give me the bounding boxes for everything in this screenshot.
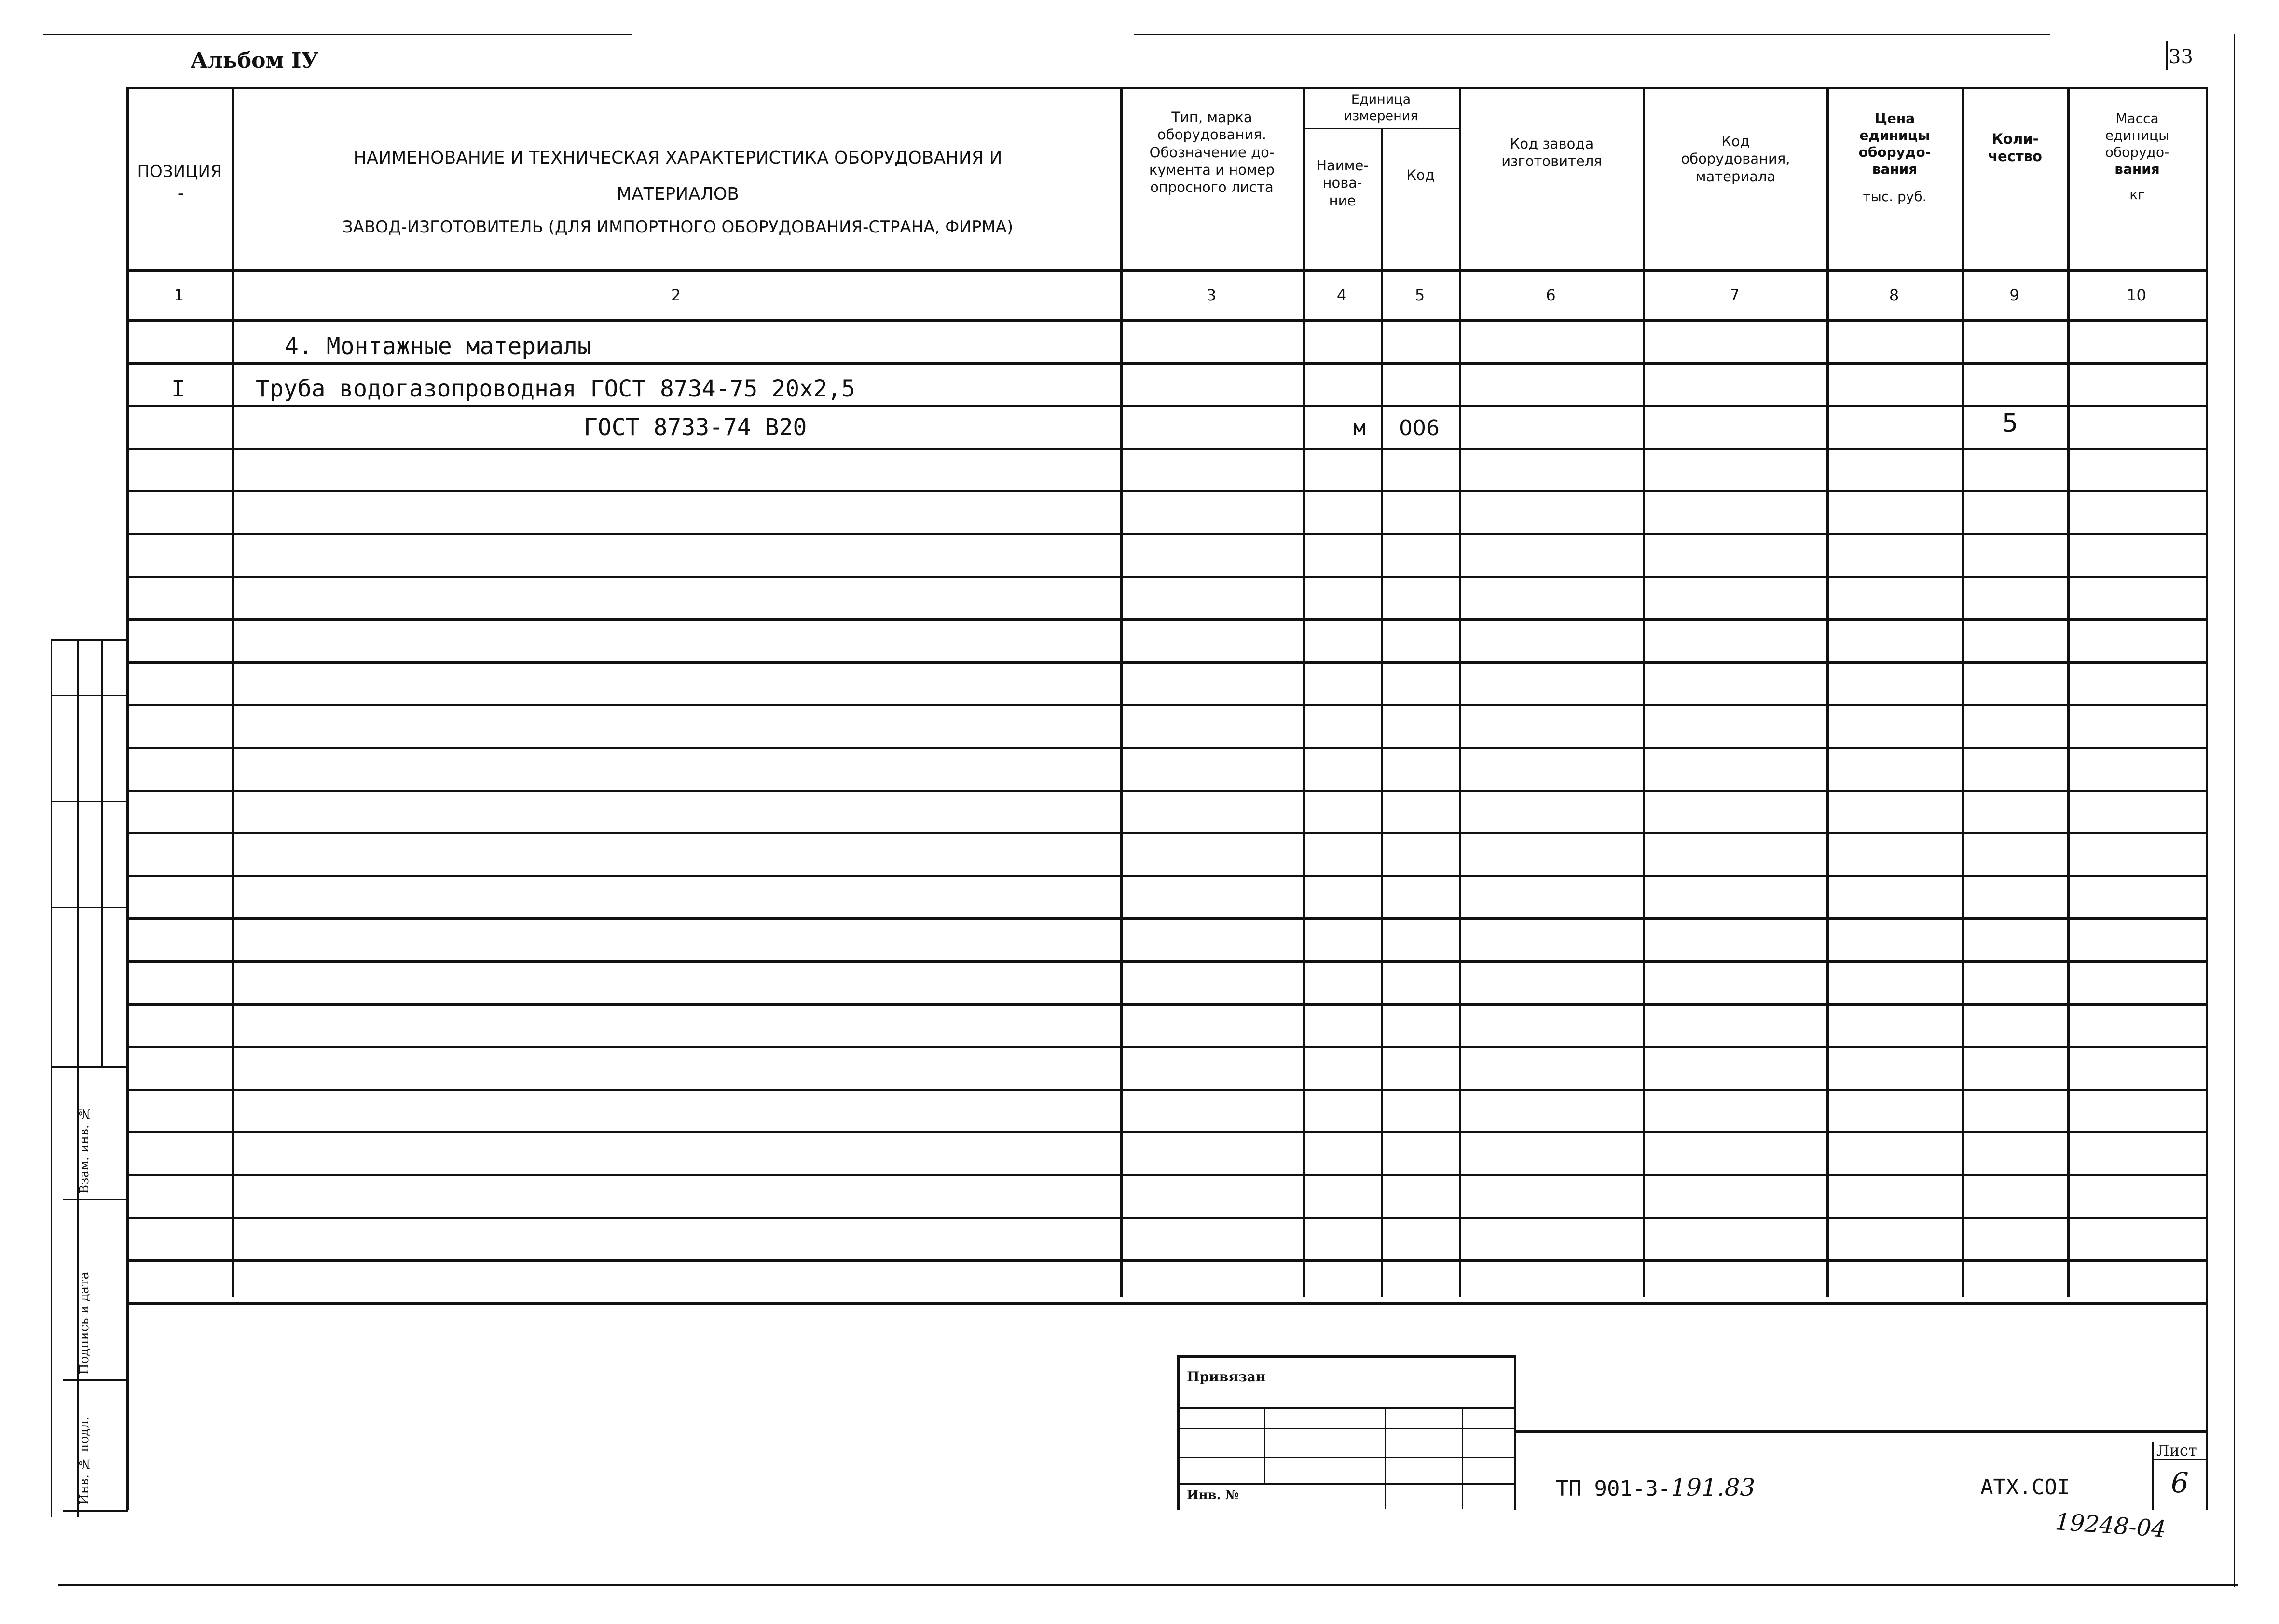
row-rule-14: [126, 917, 2206, 920]
row-rule-21: [126, 1217, 2206, 1219]
bottom-rule: [58, 1584, 2238, 1586]
header-name-line1: НАИМЕНОВАНИЕ И ТЕХНИЧЕСКАЯ ХАРАКТЕРИСТИКА ОБОРУДОВАНИЯ И: [353, 148, 1002, 168]
row-rule-9: [126, 704, 2206, 706]
side-label-sign: Подпись и дата: [77, 1272, 92, 1375]
colnum-9: 9: [2009, 286, 2019, 304]
row-2-name: Труба водогазопроводная ГОСТ 8734-75 20х2,5: [256, 375, 855, 402]
row-1-name: 4. Монтажные материалы: [285, 333, 591, 360]
header-mass: Масса единицы оборудо- вания кг: [2105, 110, 2169, 203]
header-price: Цена единицы оборудо- вания тыс. руб.: [1858, 110, 1931, 205]
colnum-2: 2: [671, 286, 681, 304]
col-sep-8: [1962, 87, 1964, 1297]
colnum-3: 3: [1206, 286, 1217, 304]
row-3-quantity: 5: [2002, 409, 2018, 438]
row-rule-3: [126, 448, 2206, 450]
header-type: Тип, марка оборудования. Обозначение до- кумента и номер опросного листа: [1149, 109, 1275, 195]
row-rule-12: [126, 832, 2206, 834]
header-unit-code: Код: [1406, 167, 1435, 183]
row-3-unit: м: [1353, 416, 1366, 439]
right-rule: [2234, 34, 2235, 1587]
side-stamp-div-6: [63, 1379, 128, 1381]
col-sep-1: [232, 87, 234, 1297]
top-rule-right: [1134, 34, 2050, 35]
titleblock-sheet-left: [2152, 1442, 2154, 1510]
sheet-number: 6: [2171, 1466, 2189, 1499]
col-sep-6: [1643, 87, 1645, 1297]
row-rule-13: [126, 875, 2206, 877]
row-rule-10: [126, 747, 2206, 749]
colnum-6: 6: [1546, 286, 1556, 304]
sheet-code: АТХ.СОI: [1980, 1475, 2070, 1500]
table-right-border: [2206, 87, 2208, 1510]
stamp-attached-row-1: [1177, 1407, 1515, 1409]
archive-number: 19248-04: [2054, 1508, 2167, 1543]
row-rule-2: [126, 405, 2206, 407]
doc-code: ТП 901-3-191.83: [1556, 1474, 1756, 1501]
row-rule-4: [126, 490, 2206, 492]
colnum-bottom-border: [126, 319, 2206, 322]
col-sep-2: [1120, 87, 1123, 1297]
side-stamp-bottom: [63, 1510, 128, 1512]
row-3-code: 006: [1399, 416, 1440, 440]
header-quantity: Коли- чество: [1988, 131, 2042, 165]
stamp-inv-label: Инв. №: [1187, 1488, 1239, 1502]
stamp-attached-label: Привязан: [1187, 1369, 1266, 1385]
row-rule-7: [126, 618, 2206, 621]
side-stamp-div-4: [51, 1066, 128, 1068]
side-label-replace: Взам. инв. №: [77, 1106, 92, 1194]
header-position: ПОЗИЦИЯ: [137, 162, 222, 181]
titleblock-top: [1515, 1430, 2206, 1433]
header-unit-name: Наиме- нова- ние: [1316, 157, 1369, 209]
row-rule-8: [126, 661, 2206, 664]
col-sep-9: [2067, 87, 2070, 1297]
colnum-1: 1: [174, 286, 184, 304]
stamp-attached-right: [1514, 1355, 1516, 1510]
stamp-attached-col-1: [1264, 1407, 1265, 1485]
row-rule-18: [126, 1089, 2206, 1091]
sheet-label: Лист: [2156, 1441, 2197, 1460]
col-sep-7: [1826, 87, 1829, 1297]
stamp-attached-col-3: [1462, 1407, 1463, 1509]
stamp-attached-left: [1177, 1355, 1180, 1510]
top-rule: [43, 34, 632, 35]
side-stamp-div-2: [51, 801, 128, 802]
header-bottom-border: [126, 269, 2206, 272]
row-rule-16: [126, 1003, 2206, 1006]
row-rule-20: [126, 1174, 2206, 1176]
side-stamp-inner2: [101, 639, 103, 1068]
stamp-attached-col-2: [1385, 1407, 1386, 1509]
stamp-attached-row-3: [1177, 1457, 1515, 1458]
col-sep-3: [1303, 87, 1305, 1297]
side-label-inv: Инв. № подл.: [77, 1416, 92, 1505]
side-stamp-outer: [51, 639, 52, 1517]
page-number: 33: [2169, 46, 2193, 68]
row-rule-23: [126, 1302, 2206, 1305]
colnum-4: 4: [1336, 286, 1347, 304]
header-equipment-code: Код оборудования, материала: [1681, 133, 1790, 185]
row-rule-22: [126, 1259, 2206, 1262]
side-stamp-top: [51, 639, 128, 641]
side-stamp-div-3: [51, 907, 128, 908]
row-rule-19: [126, 1131, 2206, 1133]
stamp-attached-row-4: [1177, 1483, 1515, 1485]
header-position-dash: -: [178, 184, 184, 203]
colnum-5: 5: [1414, 286, 1425, 304]
row-rule-6: [126, 576, 2206, 578]
header-name-line3: ЗАВОД-ИЗГОТОВИТЕЛЬ (ДЛЯ ИМПОРТНОГО ОБОРУДОВАНИЯ-СТРАНА, ФИРМА): [342, 218, 1014, 237]
header-unit-group: Единица измерения: [1344, 92, 1418, 123]
row-rule-1: [126, 362, 2206, 365]
row-rule-5: [126, 533, 2206, 535]
row-rule-17: [126, 1046, 2206, 1048]
album-label: Альбом IУ: [191, 48, 319, 73]
row-2-position: I: [171, 375, 185, 402]
colnum-8: 8: [1889, 286, 1899, 304]
unit-group-divider: [1303, 128, 1459, 129]
header-manufacturer-code: Код завода изготовителя: [1501, 136, 1602, 170]
stamp-attached-row-2: [1177, 1428, 1515, 1429]
colnum-10: 10: [2127, 286, 2146, 304]
row-rule-15: [126, 960, 2206, 963]
col-sep-5: [1459, 87, 1461, 1297]
row-3-name: ГОСТ 8733-74 В20: [584, 414, 807, 441]
table-top-border: [126, 87, 2206, 89]
side-stamp-div-5: [63, 1199, 128, 1200]
header-name-line2: МАТЕРИАЛОВ: [617, 184, 739, 204]
colnum-7: 7: [1730, 286, 1740, 304]
stamp-attached-top: [1177, 1355, 1515, 1358]
side-stamp-div-1: [51, 695, 128, 696]
page-number-mark: [2166, 41, 2168, 70]
row-rule-11: [126, 790, 2206, 792]
